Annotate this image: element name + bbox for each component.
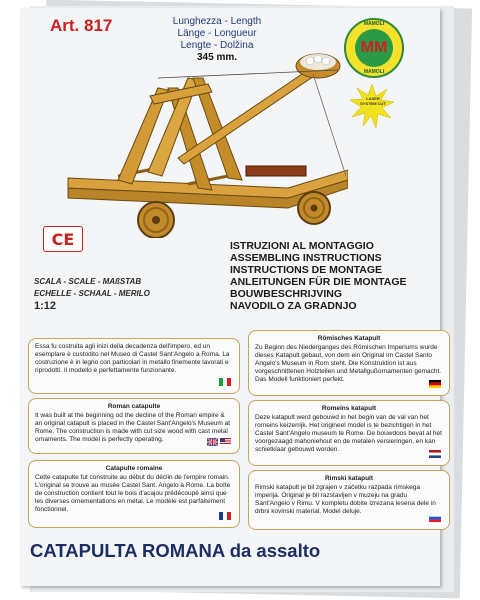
- panel-text: It was built at the beginning od the decline of the Roman empire & an original catapult is placed in the Castel Sant'Angelo's Museum at Rome. The construction is made with cut size wood with cast metal ornaments. The model is perfectly operating.: [35, 412, 231, 443]
- panel-title: Römisches Katapult: [317, 335, 381, 342]
- logo-bottom-text: MAMOLI: [363, 69, 385, 75]
- length-label-2: Länge - Longueur: [177, 28, 257, 39]
- panel-text: Deze katapult werd gebouwd in het begin van de val van het romeins keizerrijk. Het origineel model is te bezichtigen in het Castel Sant'Angelo museum te Rome. De bouwdoos bevat al het voorgezaagd mahoniehout en de metalen versieringen, en kan schietklaar gebouwd worden.: [255, 414, 442, 453]
- panel-text: Zu Beginn des Niederganges des Römischen Imperiums wurde dieses Katapult gebaut, von dem ein Original im Castel Santo Angelo's Museum in Rom steht. Die Konstruktion ist aus vorgeschnittenen Holzteilen und Metallgußornamenten gemacht. Das Modell funktioniert perfekt.: [255, 344, 442, 383]
- instructions-line: ANLEITUNGEN FÜR DIE MONTAGE: [230, 276, 407, 288]
- france-flag-icon: [219, 512, 231, 523]
- product-title: [30, 540, 440, 562]
- panel-title: Rimski katapult: [324, 475, 374, 482]
- wheel-rear-right: [298, 192, 330, 224]
- scale-info: [34, 276, 204, 312]
- uk-flag-icon: [207, 438, 231, 449]
- panel-title: Romeins katapult: [321, 405, 377, 412]
- badge-text: LASER SYSTEM CUT: [360, 96, 386, 106]
- instructions-line: INSTRUCTIONS DE MONTAGE: [230, 264, 383, 276]
- logo-top-text: MAMOLI: [363, 21, 385, 27]
- description-panel-slovenian: [248, 470, 450, 530]
- product-title-rest: da assalto: [224, 540, 321, 561]
- scale-line-2: ECHELLE - SCHAAL - MERILO: [34, 289, 150, 298]
- length-value: 345 mm.: [196, 52, 238, 63]
- instructions-line: ASSEMBLING INSTRUCTIONS: [230, 252, 382, 264]
- description-panel-french: [28, 460, 240, 528]
- ce-mark: CE: [43, 226, 83, 252]
- description-panel-italian: [28, 338, 240, 394]
- brand-logo: [344, 18, 404, 78]
- description-panel-german: [248, 330, 450, 396]
- scale-line-1: SCALA - SCALE - MAßSTAB: [34, 277, 142, 286]
- description-panel-english: [28, 398, 240, 454]
- panel-text: Essa fu costruita agli inizi della decadenza dell'impero, ed un esemplare è custodito nel Museo di Castel Sant'Angelo a Roma. La costruzione è in legno con particolari in metallo finemente lavorati e riprodotti. Il modello è perfettamente funzionante.: [35, 343, 230, 374]
- starburst-badge-icon: [350, 84, 394, 128]
- germany-flag-icon: [429, 380, 441, 391]
- instruction-booklet: [20, 8, 440, 586]
- italy-flag-icon: [219, 378, 231, 389]
- panel-text: Cette catapulte fut construite au début du déclin de l'empire romain. L'original se trouve au musée Castel Sant. Angelo à Rome. La boîte de construction contient tout le bois d'acajou prédécoupé ainsi que les diverses ornementations en métal. Le modèle est parfaitement fonctionnel.: [35, 474, 231, 513]
- netherlands-flag-icon: [429, 450, 441, 461]
- panel-text: Rimski katapult je bil zgrajen v začetku razpada rimskega imperija. Original je bil razstavljen v muzeju na gradu Sant'Angelo v Rimu. V kompletu dobite izrezana lesena dele in drbni kovinski material. Model deluje.: [255, 484, 436, 515]
- wheel-front-left: [138, 202, 174, 238]
- panel-title: Catapulte romaine: [105, 465, 163, 472]
- slovenia-flag-icon: [429, 514, 441, 525]
- instructions-line: NAVODILO ZA GRADNJO: [230, 300, 357, 312]
- description-panel-dutch: [248, 400, 450, 466]
- panel-title: Roman catapulte: [107, 403, 161, 410]
- article-number: Art. 817: [50, 16, 113, 35]
- length-label-1: Lunghezza - Length: [172, 16, 262, 27]
- length-label-3: Lengte - Dolžina: [180, 40, 254, 51]
- instructions-heading: [230, 240, 445, 312]
- product-title-main: CATAPULTA ROMANA: [30, 540, 225, 561]
- scale-ratio: 1:12: [34, 300, 57, 312]
- catapult-illustration: [58, 48, 348, 238]
- logo-monogram: MM: [355, 29, 393, 67]
- instructions-line: BOUWBESCHRIJVING: [230, 288, 343, 300]
- instructions-line: ISTRUZIONI AL MONTAGGIO: [230, 240, 374, 252]
